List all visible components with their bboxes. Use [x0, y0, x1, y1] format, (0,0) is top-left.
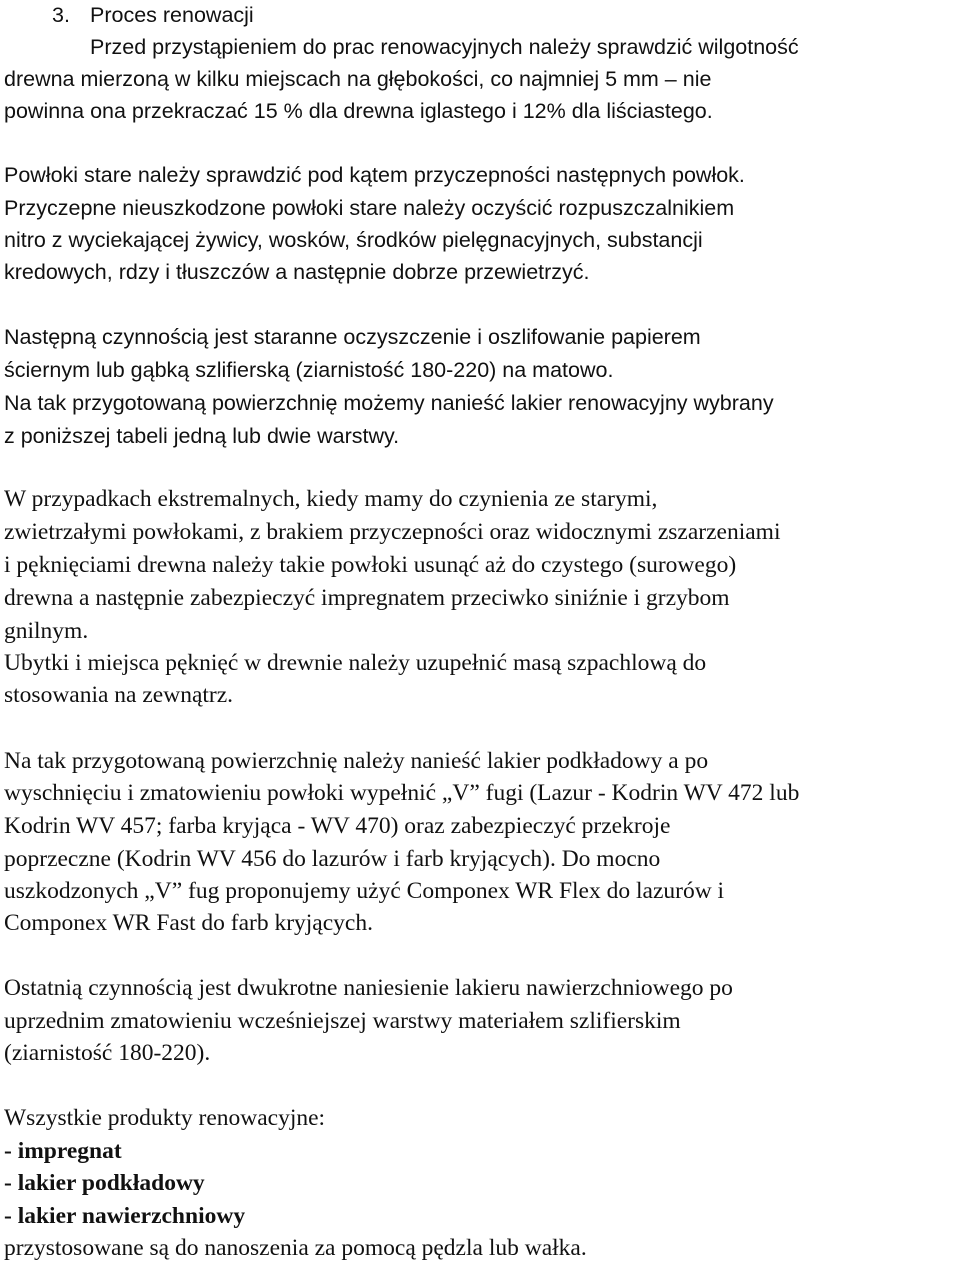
product-item-lakier-nawierzchniowy: - lakier nawierzchniowy [4, 1203, 246, 1229]
product-item-impregnat: - impregnat [4, 1138, 122, 1164]
paragraph-4-line-4: drewna a następnie zabezpieczyć impregnatem przeciwko siniźnie i grzybom [4, 585, 730, 611]
paragraph-1-line-2: drewna mierzoną w kilku miejscach na głębokości, co najmniej 5 mm – nie [4, 67, 712, 91]
paragraph-4-line-2: zwietrzałymi powłokami, z brakiem przyczepności oraz widocznymi zszarzeniami [4, 519, 781, 545]
paragraph-2-line-2: Przyczepne nieuszkodzone powłoki stare należy oczyścić rozpuszczalnikiem [4, 196, 735, 220]
paragraph-3-line-2: ściernym lub gąbką szlifierską (ziarnistość 180-220) na matowo. [4, 358, 614, 382]
product-item-lakier-podkladowy: - lakier podkładowy [4, 1170, 205, 1196]
paragraph-5-line-6: Componex WR Fast do farb kryjących. [4, 910, 373, 936]
section-number: 3. [52, 3, 70, 27]
products-intro: Wszystkie produkty renowacyjne: [4, 1105, 326, 1131]
paragraph-1-line-1: Przed przystąpieniem do prac renowacyjnych należy sprawdzić wilgotność [90, 35, 799, 59]
paragraph-4-line-6: Ubytki i miejsca pęknięć w drewnie należy uzupełnić masą szpachlową do [4, 650, 707, 676]
paragraph-2-line-4: kredowych, rdzy i tłuszczów a następnie dobrze przewietrzyć. [4, 260, 590, 284]
paragraph-4-line-5: gnilnym. [4, 618, 89, 644]
paragraph-3-line-3: Na tak przygotowaną powierzchnię możemy nanieść lakier renowacyjny wybrany [4, 391, 774, 415]
paragraph-2-line-1: Powłoki stare należy sprawdzić pod kątem przyczepności następnych powłok. [4, 163, 745, 187]
paragraph-5-line-3: Kodrin WV 457; farba kryjąca - WV 470) oraz zabezpieczyć przekroje [4, 813, 671, 839]
paragraph-6-line-2: uprzednim zmatowieniu wcześniejszej warstwy materiałem szlifierskim [4, 1008, 681, 1034]
paragraph-5-line-1: Na tak przygotowaną powierzchnię należy nanieść lakier podkładowy a po [4, 748, 709, 774]
paragraph-3-line-4: z poniższej tabeli jedną lub dwie warstwy. [4, 424, 400, 448]
section-title: Proces renowacji [90, 3, 254, 27]
paragraph-5-line-5: uszkodzonych „V” fug proponujemy użyć Componex WR Flex do lazurów i [4, 878, 725, 904]
paragraph-4-line-3: i pęknięciami drewna należy takie powłoki usunąć aż do czystego (surowego) [4, 552, 737, 578]
paragraph-1-line-3: powinna ona przekraczać 15 % dla drewna iglastego i 12% dla liściastego. [4, 99, 713, 123]
products-outro: przystosowane są do nanoszenia za pomocą pędzla lub wałka. [4, 1235, 587, 1261]
paragraph-4-line-1: W przypadkach ekstremalnych, kiedy mamy do czynienia ze starymi, [4, 486, 658, 512]
paragraph-6-line-3: (ziarnistość 180-220). [4, 1040, 211, 1066]
paragraph-5-line-4: poprzeczne (Kodrin WV 456 do lazurów i farb kryjących). Do mocno [4, 846, 661, 872]
paragraph-2-line-3: nitro z wyciekającej żywicy, wosków, środków pielęgnacyjnych, substancji [4, 228, 703, 252]
paragraph-6-line-1: Ostatnią czynnością jest dwukrotne naniesienie lakieru nawierzchniowego po [4, 975, 733, 1001]
paragraph-4-line-7: stosowania na zewnątrz. [4, 682, 234, 708]
paragraph-5-line-2: wyschnięciu i zmatowieniu powłoki wypełnić „V” fugi (Lazur - Kodrin WV 472 lub [4, 780, 800, 806]
paragraph-3-line-1: Następną czynnością jest staranne oczyszczenie i oszlifowanie papierem [4, 325, 701, 349]
